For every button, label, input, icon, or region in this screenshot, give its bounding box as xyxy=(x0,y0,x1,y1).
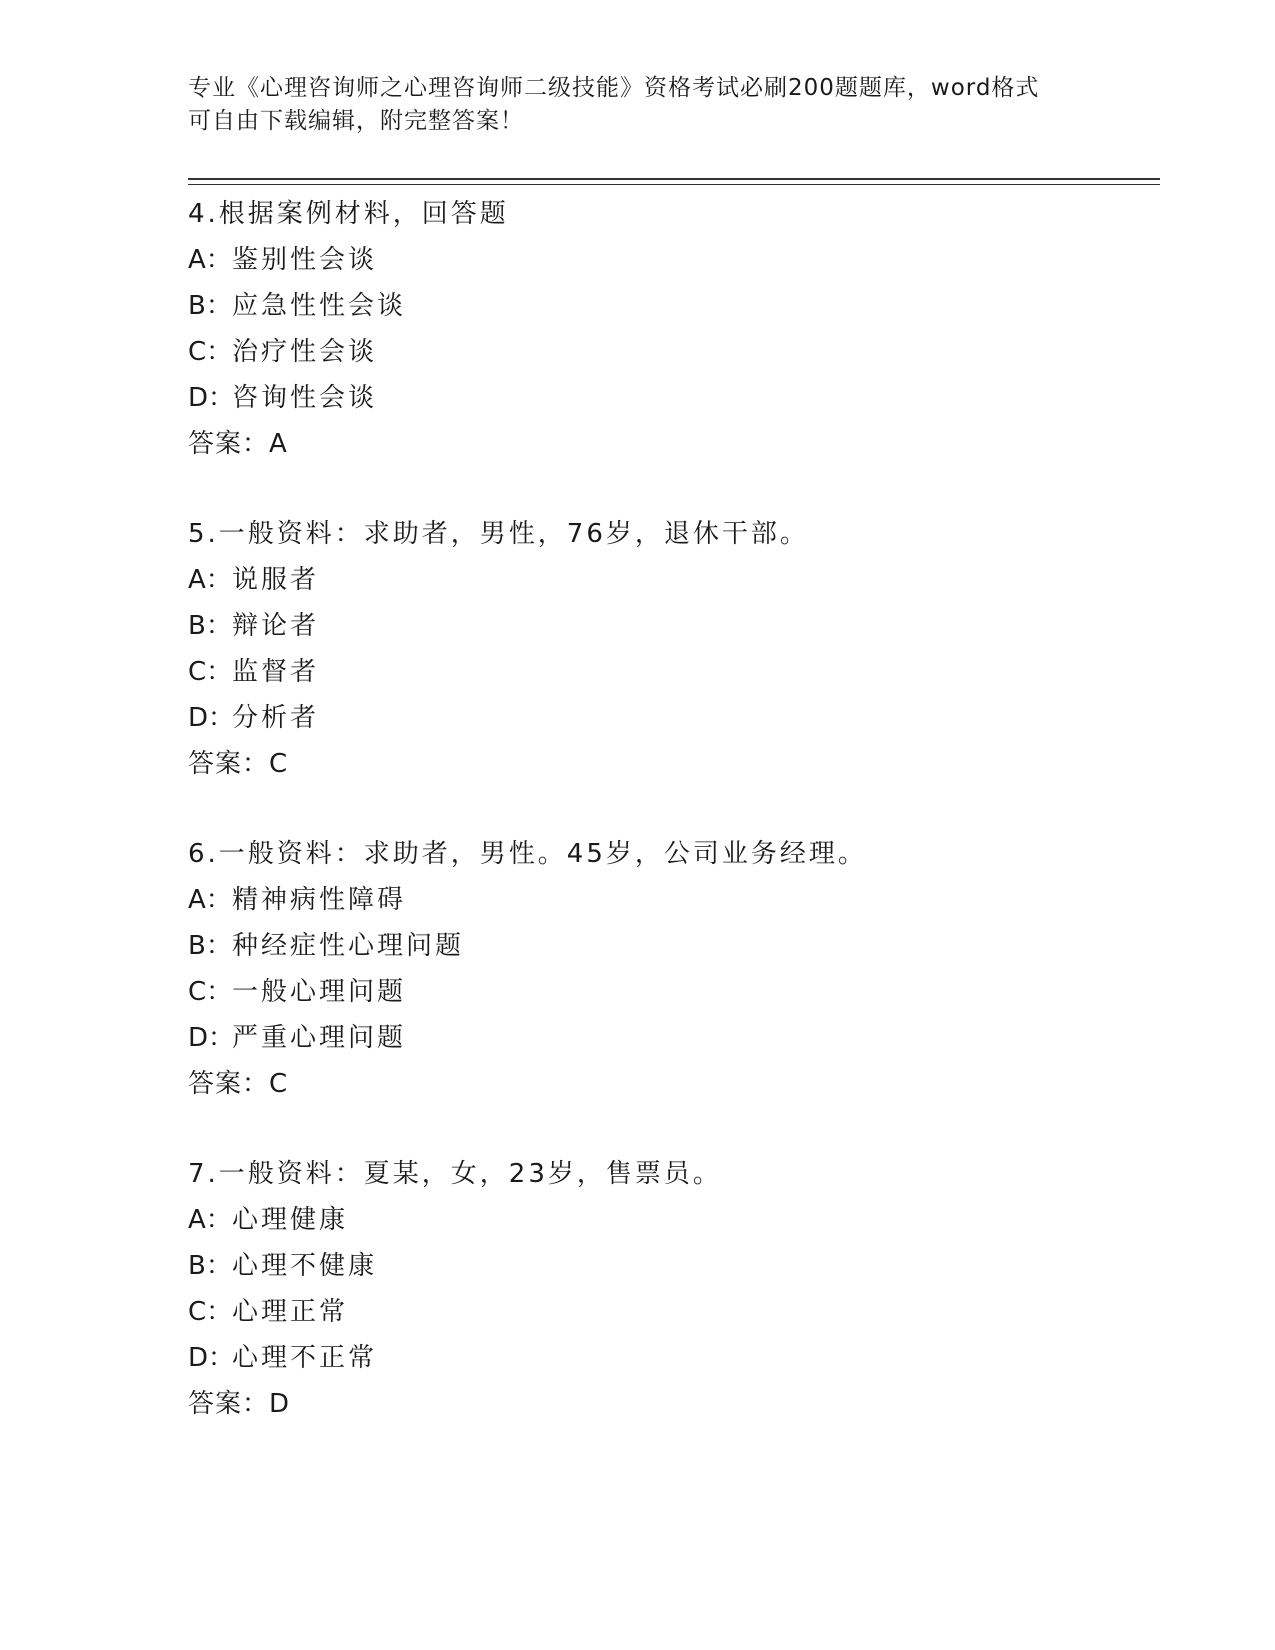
question-stem: 7.一般资料：夏某，女，23岁，售票员。 xyxy=(188,1159,722,1189)
option-c xyxy=(188,1289,1138,1335)
option-text: 心理不正常 xyxy=(232,1343,378,1373)
option-b xyxy=(188,603,1138,649)
option-label: D： xyxy=(188,383,235,413)
question-5 xyxy=(188,511,1138,787)
option-text: 监督者 xyxy=(232,657,320,687)
header-line-2: 可自由下载编辑，附完整答案！ xyxy=(188,108,524,134)
option-label: C： xyxy=(188,1297,233,1327)
option-d xyxy=(188,375,1138,421)
question-6 xyxy=(188,831,1138,1107)
question-stem: 6.一般资料：求助者，男性。45岁，公司业务经理。 xyxy=(188,839,867,869)
option-text: 分析者 xyxy=(232,703,320,733)
option-text: 应急性性会谈 xyxy=(232,291,407,321)
option-label: A： xyxy=(188,565,232,595)
option-c xyxy=(188,649,1138,695)
option-a xyxy=(188,877,1138,923)
option-c xyxy=(188,969,1138,1015)
option-d xyxy=(188,1015,1138,1061)
header-divider-thin xyxy=(188,184,1160,185)
question-stem: 5.一般资料：求助者，男性，76岁，退休干部。 xyxy=(188,519,809,549)
option-text: 心理正常 xyxy=(232,1297,349,1327)
option-label: A： xyxy=(188,245,232,275)
option-text: 辩论者 xyxy=(232,611,320,641)
answer: 答案：C xyxy=(188,1069,289,1099)
option-text: 一般心理问题 xyxy=(232,977,407,1007)
option-a xyxy=(188,1197,1138,1243)
option-text: 治疗性会谈 xyxy=(232,337,378,367)
option-label: C： xyxy=(188,977,233,1007)
option-label: B： xyxy=(188,611,232,641)
header-divider-thick xyxy=(188,178,1160,180)
header-line-1: 专业《心理咨询师之心理咨询师二级技能》资格考试必刷200题题库，word格式 xyxy=(188,75,1040,101)
option-a xyxy=(188,237,1138,283)
option-b xyxy=(188,283,1138,329)
answer: 答案：C xyxy=(188,749,289,779)
option-a xyxy=(188,557,1138,603)
option-text: 鉴别性会谈 xyxy=(232,245,378,275)
option-text: 心理健康 xyxy=(232,1205,349,1235)
option-label: C： xyxy=(188,657,233,687)
option-b xyxy=(188,1243,1138,1289)
option-label: B： xyxy=(188,931,232,961)
answer: 答案：A xyxy=(188,429,288,459)
option-text: 心理不健康 xyxy=(232,1251,378,1281)
option-b xyxy=(188,923,1138,969)
option-d xyxy=(188,1335,1138,1381)
answer: 答案：D xyxy=(188,1389,291,1419)
option-label: B： xyxy=(188,1251,232,1281)
option-text: 咨询性会谈 xyxy=(232,383,378,413)
option-text: 严重心理问题 xyxy=(232,1023,407,1053)
document-header xyxy=(188,72,1088,138)
option-label: C： xyxy=(188,337,233,367)
question-stem: 4.根据案例材料，回答题 xyxy=(188,199,509,229)
option-text: 精神病性障碍 xyxy=(232,885,407,915)
option-label: D： xyxy=(188,1023,235,1053)
option-c xyxy=(188,329,1138,375)
option-label: A： xyxy=(188,885,232,915)
option-label: A： xyxy=(188,1205,232,1235)
option-text: 说服者 xyxy=(232,565,320,595)
option-label: B： xyxy=(188,291,232,321)
option-label: D： xyxy=(188,703,235,733)
option-label: D： xyxy=(188,1343,235,1373)
question-7 xyxy=(188,1151,1138,1427)
option-text: 种经症性心理问题 xyxy=(232,931,465,961)
question-4 xyxy=(188,191,1138,467)
option-d xyxy=(188,695,1138,741)
